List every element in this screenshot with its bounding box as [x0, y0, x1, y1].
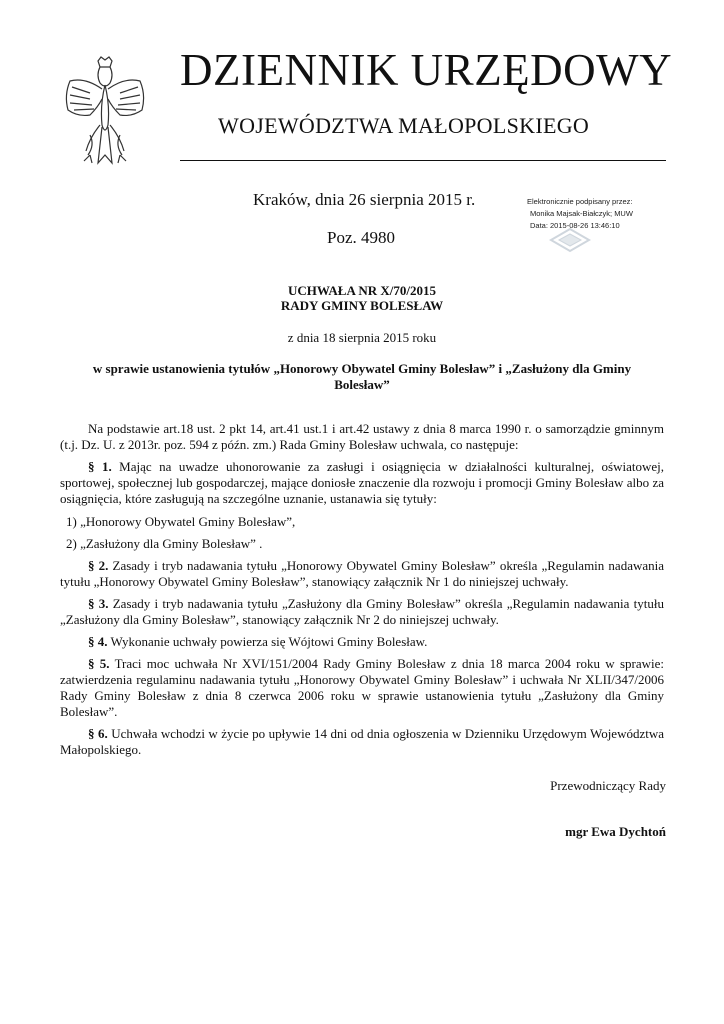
section-label: § 5. — [88, 656, 110, 671]
resolution-number: UCHWAŁA NR X/70/2015 — [287, 283, 437, 298]
list-item: 2) „Zasłużony dla Gminy Bolesław” . — [66, 536, 263, 551]
signature-signer: Monika Majsak-Białczyk; MUW — [530, 209, 633, 218]
signatory-name: mgr Ewa Dychtoń — [565, 824, 666, 839]
section-text: Traci moc uchwała Nr XVI/151/2004 Rady Gminy Bolesław z dnia 18 marca 2004 roku w sprawie: zatwierdzenia regulaminu nadawania tytułu „Honorowy Obywatel Gminy Bolesław” i uchwała Nr XLII/347/2006 Rady Gminy Bolesław z dnia 8 czerwca 2006 roku w sprawie ustanowienia tytułu „Zasłużony dla Gminy Bolesław”. — [60, 656, 664, 719]
section-2 — [60, 558, 664, 590]
section-text: Zasady i tryb nadawania tytułu „Zasłużony dla Gminy Bolesław” określa „Regulamin nadawania tytułu „Zasłużony dla Gminy Bolesław”, stanowiący załącznik Nr 2 do niniejszej uchwały. — [60, 596, 664, 627]
section-6 — [60, 726, 664, 758]
signature-line: Elektronicznie podpisany przez: — [527, 197, 633, 206]
section-label: § 3. — [88, 596, 109, 611]
journal-subtitle: WOJEWÓDZTWA MAŁOPOLSKIEGO — [218, 113, 590, 138]
section-5 — [60, 656, 664, 720]
section-label: § 2. — [88, 558, 109, 573]
list-item: 1) „Honorowy Obywatel Gminy Bolesław”, — [66, 514, 296, 529]
preamble-paragraph: Na podstawie art.18 ust. 2 pkt 14, art.41 ust.1 i art.42 ustawy z dnia 8 marca 1990 r. o samorządzie gminnym (t.j. Dz. U. z 2013r. poz. 594 z późn. zm.) Rada Gminy Bolesław uchwala, co następuje: — [60, 421, 664, 452]
section-label: § 4. — [88, 634, 108, 649]
section-3 — [60, 596, 664, 628]
signature-date: Data: 2015-08-26 13:46:10 — [530, 221, 620, 230]
place-date: Kraków, dnia 26 sierpnia 2015 r. — [253, 190, 476, 209]
section-1 — [60, 459, 664, 507]
section-label: § 1. — [88, 459, 112, 474]
section-text: Wykonanie uchwały powierza się Wójtowi Gminy Bolesław. — [107, 634, 428, 649]
chairman-role: Przewodniczący Rady — [550, 778, 666, 793]
section-4 — [60, 634, 664, 650]
e-signature-mark-icon — [547, 226, 593, 254]
section-text: Uchwała wchodzi w życie po upływie 14 dni od dnia ogłoszenia w Dzienniku Urzędowym Województwa Małopolskiego. — [60, 726, 665, 757]
section-text: Zasady i tryb nadawania tytułu „Honorowy Obywatel Gminy Bolesław” określa „Regulamin nadawania tytułu „Honorowy Obywatel Gminy Bolesław”, stanowiący załącznik Nr 1 do niniejszej uchwały. — [60, 558, 664, 589]
header-divider — [180, 160, 666, 161]
section-label: § 6. — [88, 726, 108, 741]
resolution-body: RADY GMINY BOLESŁAW — [280, 298, 444, 313]
resolution-date: z dnia 18 sierpnia 2015 roku — [287, 330, 437, 345]
section-text: Mając na uwadze uhonorowanie za zasługi i osiągnięcia w działalności kulturalnej, oświatowej, sportowej, społecznej lub gospodarczej, mające doniosłe znaczenie dla rozwoju i promocji Gminy Bolesław albo za osiągnięcia, które zasługują na szczególne uznanie, ustanawia się tytuły: — [60, 459, 664, 506]
resolution-topic: w sprawie ustanowienia tytułów „Honorowy Obywatel Gminy Bolesław” i „Zasłużony dla Gminy Bolesław” — [92, 361, 632, 392]
polish-eagle-emblem-icon — [60, 55, 150, 167]
journal-title: DZIENNIK URZĘDOWY — [180, 45, 673, 95]
position-number: Poz. 4980 — [327, 228, 395, 247]
